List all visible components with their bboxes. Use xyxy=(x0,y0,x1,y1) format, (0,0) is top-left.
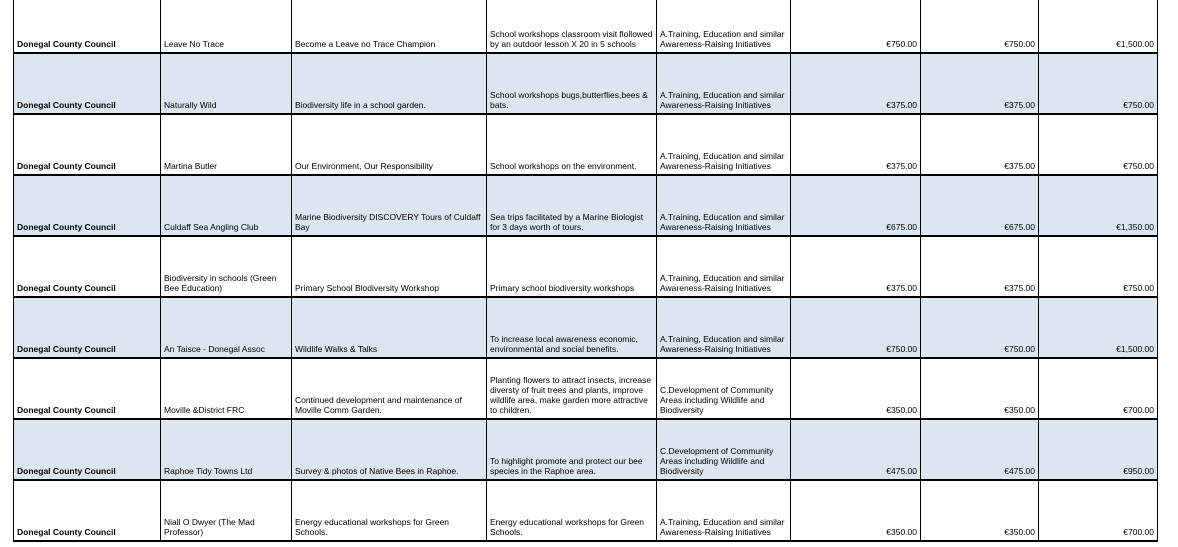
cell-category: A.Training, Education and similar Awareness-Raising Initiatives xyxy=(657,175,791,236)
cell-council: Donegal County Council xyxy=(14,419,161,480)
cell-category: A.Training, Education and similar Awareness-Raising Initiatives xyxy=(657,114,791,175)
cell-project-title: Energy educational workshops for Green Schools. xyxy=(292,480,487,541)
table-row xyxy=(14,480,1158,541)
cell-project-description: School workshops classroom visit flollowed by an outdoor lesson X 20 in 5 schools xyxy=(487,0,657,53)
cell-amount-requested: €375.00 xyxy=(791,53,921,114)
table-row xyxy=(14,0,1158,53)
cell-project-title: Primary School Biodiversity Workshop xyxy=(292,236,487,297)
cell-amount-total: €1,500.00 xyxy=(1039,0,1158,53)
cell-project-title: Marine Biodiversity DISCOVERY Tours of Culdaff Bay xyxy=(292,175,487,236)
cell-category: A.Training, Education and similar Awareness-Raising Initiatives xyxy=(657,53,791,114)
cell-amount-granted: €750.00 xyxy=(921,297,1039,358)
cell-council: Donegal County Council xyxy=(14,114,161,175)
table-row xyxy=(14,114,1158,175)
cell-council: Donegal County Council xyxy=(14,236,161,297)
cell-project-title: Continued development and maintenance of Moville Comm Garden. xyxy=(292,358,487,419)
cell-amount-total: €750.00 xyxy=(1039,53,1158,114)
cell-council: Donegal County Council xyxy=(14,480,161,541)
cell-project-description: To increase local awareness economic, environmental and social benefits. xyxy=(487,297,657,358)
cell-amount-requested: €475.00 xyxy=(791,419,921,480)
cell-amount-requested: €750.00 xyxy=(791,297,921,358)
cell-project-title: Our Environment, Our Responsibility xyxy=(292,114,487,175)
table-row xyxy=(14,53,1158,114)
cell-project-description: School workshops on the environment. xyxy=(487,114,657,175)
cell-organisation: Biodiversity in schools (Green Bee Education) xyxy=(161,236,292,297)
cell-project-description: Sea trips facilitated by a Marine Biologist for 3 days worth of tours. xyxy=(487,175,657,236)
cell-amount-granted: €350.00 xyxy=(921,480,1039,541)
table-row xyxy=(14,358,1158,419)
cell-project-title: Wildlife Walks & Talks xyxy=(292,297,487,358)
cell-category: A.Training, Education and similar Awareness-Raising Initiatives xyxy=(657,297,791,358)
cell-organisation: Leave No Trace xyxy=(161,0,292,53)
cell-organisation: Martina Butler xyxy=(161,114,292,175)
cell-amount-total: €700.00 xyxy=(1039,480,1158,541)
cell-amount-granted: €750.00 xyxy=(921,0,1039,53)
cell-amount-total: €750.00 xyxy=(1039,114,1158,175)
cell-amount-requested: €375.00 xyxy=(791,236,921,297)
cell-project-description: To highlight promote and protect our bee species in the Raphoe area. xyxy=(487,419,657,480)
cell-project-description: Energy educational workshops for Green Schools. xyxy=(487,480,657,541)
cell-project-title: Biodiversity life in a school garden. xyxy=(292,53,487,114)
cell-amount-total: €1,500.00 xyxy=(1039,297,1158,358)
cell-amount-requested: €350.00 xyxy=(791,358,921,419)
table-row xyxy=(14,419,1158,480)
table-row xyxy=(14,175,1158,236)
cell-project-description: Planting flowers to attract insects, increase diversty of fruit trees and plants, improve wildlife area, make garden more attractive to children. xyxy=(487,358,657,419)
cell-category: C.Development of Community Areas including Wildlife and Biodiversity xyxy=(657,419,791,480)
cell-category: A.Training, Education and similar Awareness-Raising Initiatives xyxy=(657,236,791,297)
cell-amount-granted: €475.00 xyxy=(921,419,1039,480)
cell-organisation: An Taisce - Donegal Assoc xyxy=(161,297,292,358)
cell-organisation: Culdaff Sea Angling Club xyxy=(161,175,292,236)
cell-amount-total: €950.00 xyxy=(1039,419,1158,480)
cell-amount-total: €750.00 xyxy=(1039,236,1158,297)
cell-category: A.Training, Education and similar Awareness-Raising Initiatives xyxy=(657,0,791,53)
cell-category: A.Training, Education and similar Awareness-Raising Initiatives xyxy=(657,480,791,541)
cell-project-description: School workshops bugs,butterflies,bees & bats. xyxy=(487,53,657,114)
cell-council: Donegal County Council xyxy=(14,175,161,236)
cell-category: C.Development of Community Areas including Wildlife and Biodiversity xyxy=(657,358,791,419)
table-row xyxy=(14,297,1158,358)
cell-amount-requested: €675.00 xyxy=(791,175,921,236)
cell-council: Donegal County Council xyxy=(14,358,161,419)
cell-council: Donegal County Council xyxy=(14,0,161,53)
cell-organisation: Naturally Wild xyxy=(161,53,292,114)
cell-organisation: Raphoe Tidy Towns Ltd xyxy=(161,419,292,480)
cell-amount-granted: €375.00 xyxy=(921,236,1039,297)
cell-project-title: Become a Leave no Trace Champion xyxy=(292,0,487,53)
cell-amount-granted: €375.00 xyxy=(921,114,1039,175)
cell-amount-requested: €750.00 xyxy=(791,0,921,53)
cell-council: Donegal County Council xyxy=(14,297,161,358)
cell-amount-granted: €350.00 xyxy=(921,358,1039,419)
cell-project-description: Primary school biodiversity workshops xyxy=(487,236,657,297)
cell-organisation: Moville &District FRC xyxy=(161,358,292,419)
cell-council: Donegal County Council xyxy=(14,53,161,114)
grants-table xyxy=(13,0,1158,542)
cell-amount-granted: €675.00 xyxy=(921,175,1039,236)
cell-amount-total: €1,350.00 xyxy=(1039,175,1158,236)
cell-project-title: Survey & photos of Native Bees in Raphoe. xyxy=(292,419,487,480)
cell-amount-requested: €375.00 xyxy=(791,114,921,175)
cell-amount-total: €700.00 xyxy=(1039,358,1158,419)
table-row xyxy=(14,236,1158,297)
cell-amount-granted: €375.00 xyxy=(921,53,1039,114)
cell-organisation: Niall O Dwyer (The Mad Professor) xyxy=(161,480,292,541)
cell-amount-requested: €350.00 xyxy=(791,480,921,541)
